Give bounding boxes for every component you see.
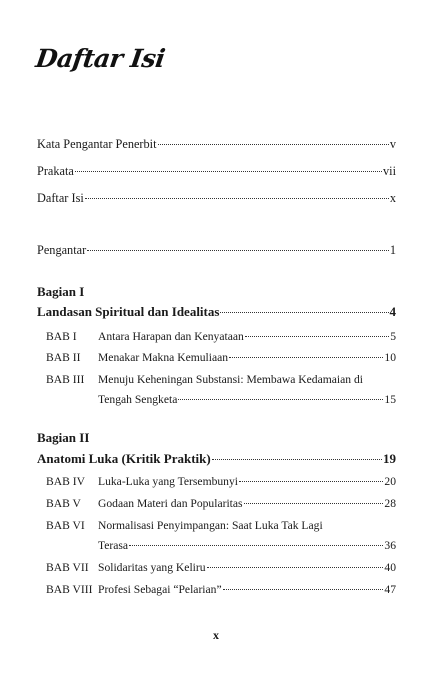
part-label: Bagian I (37, 284, 85, 299)
chapter-title: Luka-Luka yang Tersembunyi (98, 475, 238, 488)
chapter-title: Solidaritas yang Keliru (98, 561, 206, 574)
chapter-title: Godaan Materi dan Popularitas (98, 497, 243, 510)
entry-text: Landasan Spiritual dan Idealitas (37, 304, 220, 319)
chapter-number: BAB III (46, 373, 85, 386)
dot-leader (87, 250, 389, 251)
toc-entry-daftar-isi[interactable] (37, 190, 396, 206)
entry-page: 19 (383, 451, 396, 466)
chapter-number: BAB VIII (46, 583, 93, 596)
toc-chapter[interactable] (46, 560, 396, 575)
dot-leader (244, 503, 384, 504)
chapter-title: Antara Harapan dan Kenyataan (98, 330, 244, 343)
dot-leader (245, 336, 389, 337)
entry-text: Prakata (37, 164, 74, 178)
chapter-page: 28 (384, 497, 396, 510)
entry-page: vii (383, 164, 396, 178)
chapter-number: BAB VI (46, 519, 85, 532)
dot-leader (220, 312, 388, 313)
dot-leader (212, 459, 382, 460)
toc-chapter[interactable] (46, 582, 396, 597)
chapter-title-cont: Tengah Sengketa (98, 393, 178, 406)
dot-leader (229, 357, 383, 358)
chapter-title-cont: Terasa (98, 539, 129, 552)
entry-page: v (389, 137, 396, 151)
chapter-number: BAB VII (46, 561, 89, 574)
dot-leader (85, 198, 389, 199)
dot-leader (75, 171, 382, 172)
chapter-number: BAB V (46, 497, 81, 510)
chapter-title: Profesi Sebagai “Pelarian” (98, 583, 222, 596)
toc-chapter[interactable] (46, 372, 396, 407)
toc-chapter[interactable] (46, 474, 396, 489)
chapter-title: Menakar Makna Kemuliaan (98, 351, 229, 364)
entry-text: Anatomi Luka (Kritik Praktik) (37, 451, 211, 466)
dot-leader (178, 399, 383, 400)
chapter-title: Normalisasi Penyimpangan: Saat Luka Tak Lagi (98, 519, 323, 532)
entry-page: 4 (389, 304, 396, 319)
toc-entry-prakata[interactable] (37, 163, 396, 179)
chapter-page: 40 (384, 561, 396, 574)
entry-text: Pengantar (37, 243, 87, 257)
toc-entry-kata-pengantar[interactable] (37, 136, 396, 152)
toc-chapter[interactable] (46, 350, 396, 365)
chapter-page: 5 (390, 330, 396, 343)
dot-leader (239, 481, 383, 482)
entry-text: Daftar Isi (37, 191, 84, 205)
toc-entry-pengantar[interactable] (37, 242, 396, 258)
toc-entry-part-1[interactable] (37, 304, 396, 320)
entry-text: Kata Pengantar Penerbit (37, 137, 157, 151)
dot-leader (129, 545, 383, 546)
chapter-page: 10 (384, 351, 396, 364)
chapter-number: BAB IV (46, 475, 85, 488)
chapter-page: 20 (384, 475, 396, 488)
entry-page: 1 (389, 243, 396, 257)
page-number: x (213, 628, 219, 642)
toc-chapter[interactable] (46, 329, 396, 344)
dot-leader (158, 144, 389, 145)
toc-entry-part-2[interactable] (37, 451, 396, 467)
toc-chapter[interactable] (46, 518, 396, 553)
dot-leader (223, 589, 384, 590)
page-title: Daftar Isi (33, 44, 167, 73)
chapter-title: Menuju Keheningan Substansi: Membawa Kedamaian di (98, 373, 363, 386)
entry-page: x (389, 191, 396, 205)
chapter-number: BAB I (46, 330, 77, 343)
chapter-page: 15 (384, 393, 396, 406)
chapter-page: 36 (384, 539, 396, 552)
chapter-page: 47 (384, 583, 396, 596)
dot-leader (207, 567, 384, 568)
toc-chapter[interactable] (46, 496, 396, 511)
chapter-number: BAB II (46, 351, 81, 364)
part-label: Bagian II (37, 430, 90, 445)
